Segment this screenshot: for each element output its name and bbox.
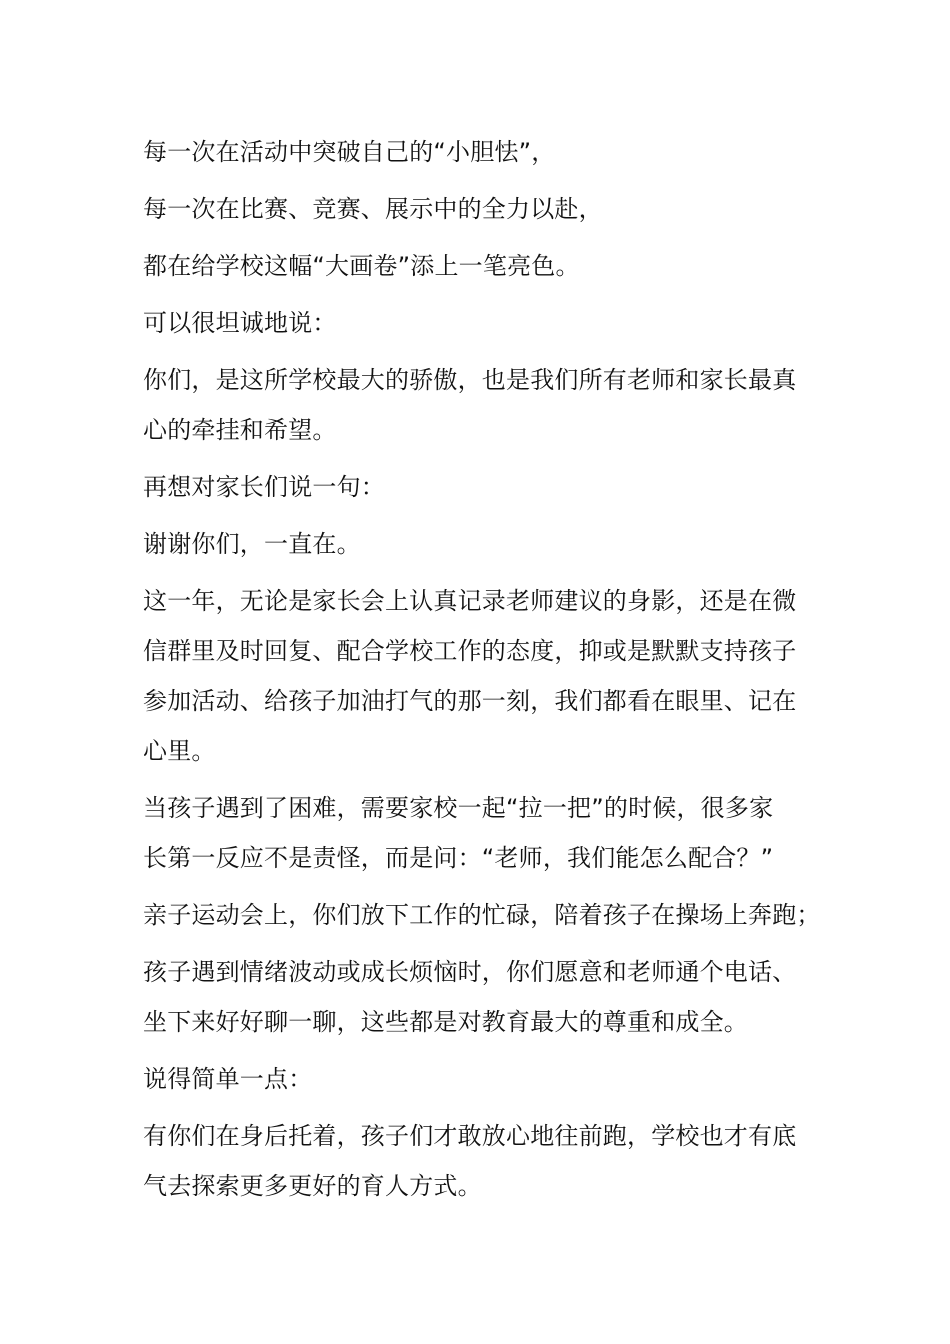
text-line: 长第一反应不是责怪，而是问：“老师，我们能怎么配合？” xyxy=(143,844,774,872)
text-line: 你们，是这所学校最大的骄傲，也是我们所有老师和家长最真 xyxy=(143,366,797,394)
text-line: 可以很坦诚地说： xyxy=(143,309,337,337)
text-line: 参加活动、给孩子加油打气的那一刻，我们都看在眼里、记在 xyxy=(143,687,797,715)
text-line: 都在给学校这幅“大画卷”添上一笔亮色。 xyxy=(143,252,580,280)
text-line: 谢谢你们，一直在。 xyxy=(143,530,361,558)
text-line: 有你们在身后托着，孩子们才敢放心地往前跑，学校也才有底 xyxy=(143,1122,797,1150)
text-line: 亲子运动会上，你们放下工作的忙碌，陪着孩子在操场上奔跑； xyxy=(143,901,821,929)
text-line: 说得简单一点： xyxy=(143,1065,313,1093)
text-line: 这一年，无论是家长会上认真记录老师建议的身影，还是在微 xyxy=(143,587,797,615)
text-line: 坐下来好好聊一聊，这些都是对教育最大的尊重和成全。 xyxy=(143,1008,748,1036)
text-line: 心里。 xyxy=(143,737,216,765)
text-line: 每一次在比赛、竞赛、展示中的全力以赴， xyxy=(143,195,603,223)
text-line: 每一次在活动中突破自己的“小胆怯”， xyxy=(143,138,556,166)
text-line: 再想对家长们说一句： xyxy=(143,473,385,501)
text-line: 信群里及时回复、配合学校工作的态度，抑或是默默支持孩子 xyxy=(143,637,797,665)
text-line: 当孩子遇到了困难，需要家校一起“拉一把”的时候，很多家 xyxy=(143,794,774,822)
text-line: 孩子遇到情绪波动或成长烦恼时，你们愿意和老师通个电话、 xyxy=(143,958,797,986)
text-line: 心的牵挂和希望。 xyxy=(143,416,337,444)
text-line: 气去探索更多更好的育人方式。 xyxy=(143,1172,482,1200)
